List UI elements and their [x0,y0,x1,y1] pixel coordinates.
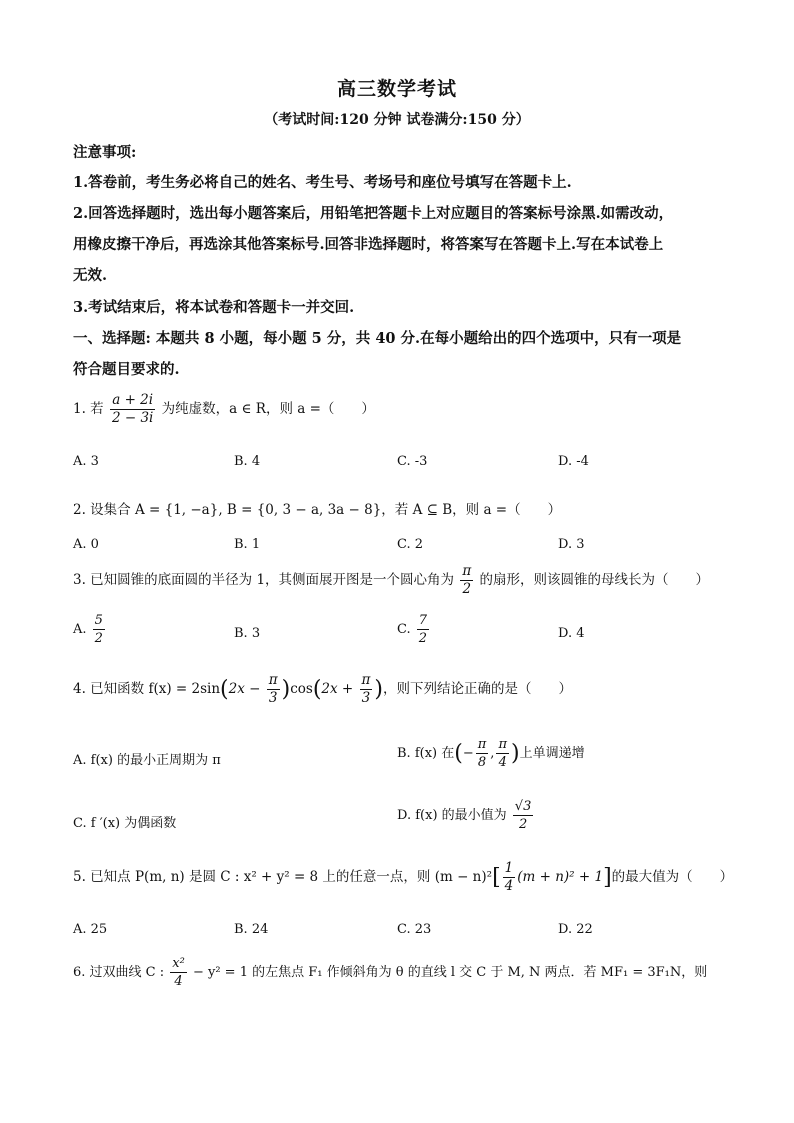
q4-option-d-prefix: D. f(x) 的最小值为 [397,808,507,823]
q4-paren-open-2: ( [312,677,322,702]
q4-option-b-paren-close: ) [510,741,520,766]
q4-option-d-fraction [513,798,534,833]
q3-option-a-fraction [93,612,105,647]
note-item-3: 3.考试结束后，将本试卷和答题卡一并交回. [73,299,355,316]
q1-option-a: A. 3 [73,454,99,469]
q1-fraction [110,392,155,427]
q4-three-b: 3 [361,690,371,706]
q3-option-d: D. 4 [558,626,585,641]
q5-option-b: B. 24 [234,922,269,937]
q5-fraction [503,860,516,895]
q2-option-b: B. 1 [234,537,261,552]
q4-option-d [397,798,535,833]
q4-pi-b: π [361,672,371,688]
q6-fraction-denominator: 4 [174,974,183,989]
q4-pi-a: π [268,672,278,688]
q5-option-c: C. 23 [397,922,432,937]
q5-suffix: 的最大值为（ ） [611,869,734,885]
q3-option-c-label: C. [397,622,411,637]
q1-option-b: B. 4 [234,454,261,469]
q3-suffix: 的扇形，则该圆锥的母线长为（ ） [479,572,710,588]
q4-option-b-prefix: B. f(x) 在 [397,746,455,761]
note-item-2-line-1: 2.回答选择题时，选出每小题答案后，用铅笔把答题卡上对应题目的答案标号涂黑.如需改动， [73,205,674,222]
q4-pi-over-3-a [267,672,280,707]
q4-option-b-paren-open: ( [454,741,463,766]
q2-option-a: A. 0 [73,537,99,552]
q6-suffix: − y² = 1 的左焦点 F₁ 作倾斜角为 θ 的直线 l 交 C 于 M, N 两点．若 MF₁ = 3F₁N，则 [192,965,708,980]
q6-fraction [170,955,187,990]
q6-prefix: 6. 过双曲线 C : [73,965,165,980]
notes-heading: 注意事项: [73,144,137,161]
q4-option-b-upper-den: 4 [498,755,507,770]
q6-fraction-numerator: x² [172,956,185,971]
q4-option-a: A. f(x) 的最小正周期为 π [73,753,221,768]
q4-option-b-upper-num: π [498,737,507,752]
q4-suffix: ，则下列结论正确的是（ ） [383,681,572,697]
note-item-2-line-2: 用橡皮擦干净后，再选涂其他答案标号.回答非选择题时，将答案写在答题卡上.写在本试卷上 [73,236,664,253]
q3-option-a [73,612,107,647]
q4-option-b-lower-den: 8 [477,755,487,770]
question-3 [73,563,709,598]
question-5 [73,860,733,895]
q1-prefix: 1. 若 [73,401,104,417]
q1-fraction-denominator: 2 − 3i [111,410,154,426]
q5-option-d: D. 22 [558,922,593,937]
q2-option-d: D. 3 [558,537,585,552]
q3-option-c-denominator: 2 [418,631,428,646]
exam-subtitle: （考试时间:120 分钟 试卷满分:150 分） [264,112,530,128]
q3-prefix: 3. 已知圆锥的底面圆的半径为 1，其侧面展开图是一个圆心角为 [73,572,455,588]
q2-option-c: C. 2 [397,537,424,552]
q4-paren-close-2: ) [374,677,383,702]
q3-option-b: B. 3 [234,626,261,641]
q4-arg2: 2x + [321,681,354,697]
q3-option-c [397,612,431,647]
q4-option-c: C. f ′(x) 为偶函数 [73,816,177,831]
q4-arg1: 2x − [228,681,261,697]
q4-option-b-lower [476,736,489,771]
q1-fraction-numerator: a + 2i [110,392,155,410]
q4-option-b: B. f(x) 在(− $\frac{\pi}{8}$ , $\frac{\pi}{4}$ )上单调递增 [397,737,585,770]
q4-three-a: 3 [268,690,278,706]
q4-option-b-neg: − [462,746,474,761]
section-heading-line-2: 符合题目要求的. [73,361,180,378]
q5-fraction-denominator: 4 [504,878,514,894]
q3-angle-fraction [460,563,473,598]
q4-prefix: 4. 已知函数 f(x) = 2sin [73,681,221,697]
q5-option-a: A. 25 [73,922,108,937]
q4-cos: cos [290,681,313,697]
q5-bracket-close: ] [603,865,612,890]
q3-option-a-denominator: 2 [94,631,103,646]
q4-pi-over-3-b [360,672,373,707]
q1-option-d: D. -4 [558,454,589,469]
q4-option-d-denominator: 2 [518,817,528,832]
q4-option-b-upper [496,736,509,771]
question-6 [73,955,707,990]
page-title: 高三数学考试 [336,78,457,100]
q3-option-c-fraction [417,612,429,647]
q5-bracket-open: [ [492,865,501,890]
q4-paren-open-1: ( [220,677,229,702]
section-heading-line-1: 一、选择题: 本题共 8 小题，每小题 5 分，共 40 分.在每小题给出的四个选项中，只有一项是 [73,330,682,347]
question-1 [73,392,375,427]
note-item-1: 1.答卷前，考生务必将自己的姓名、考生号、考场号和座位号填写在答题卡上. [73,174,572,191]
q3-option-a-numerator: 5 [94,613,103,628]
q3-angle-denominator: 2 [462,581,472,597]
question-4 [73,672,572,707]
question-2: 2. 设集合 A = {1, −a}, B = {0, 3 − a, 3a − 8}，若 A ⊆ B，则 a =（ ） [73,502,562,518]
q3-option-c-numerator: 7 [418,613,428,628]
q4-option-d-numerator: √3 [514,799,532,814]
q5-prefix: 5. 已知点 P(m, n) 是圆 C : x² + y² = 8 上的任意一点，则 (m − n)² [73,869,493,885]
q4-paren-close-1: ) [281,677,291,702]
q4-option-b-suffix: 上单调递增 [519,746,585,761]
q1-suffix: 为纯虚数，a ∈ R，则 a =（ ） [161,401,375,417]
q3-angle-numerator: π [462,563,472,579]
q1-option-c: C. -3 [397,454,428,469]
note-item-2-line-3: 无效. [73,267,108,284]
q3-option-a-label: A. [73,622,87,637]
q4-option-b-lower-num: π [477,737,487,752]
q5-middle: (m + n)² + 1 [517,869,604,885]
q5-fraction-numerator: 1 [504,860,514,876]
